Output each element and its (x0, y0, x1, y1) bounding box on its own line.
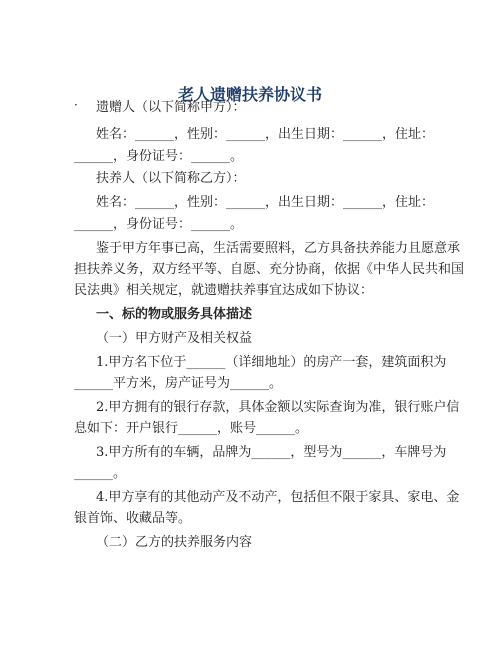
preamble-line-2: 担扶养义务，双方经平等、自愿、充分协商，依据《中华人民共和国 (74, 262, 465, 277)
item-2-line-2: 息如下：开户银行______，账号______。 (74, 421, 309, 436)
bullet-mark: · (74, 98, 78, 112)
subsection-1-heading: （一）甲方财产及相关权益 (96, 331, 253, 346)
item-4-line-1: 4.甲方享有的其他动产及不动产，包括但不限于家具、家电、金 (96, 490, 460, 505)
preamble-line-1: 鉴于甲方年事已高，生活需要照料，乙方具备扶养能力且愿意承 (96, 241, 461, 256)
item-3-line-1: 3.甲方所有的车辆，品牌为______，型号为______，车牌号为 (96, 445, 447, 460)
subsection-2-heading: （二）乙方的扶养服务内容 (96, 535, 253, 550)
party-b-info-line-1: 姓名：______，性别：______，出生日期：______，住址： (96, 195, 435, 210)
party-a-info-line-1: 姓名：______，性别：______，出生日期：______，住址： (96, 127, 435, 142)
document-title: 老人遗赠扶养协议书 (177, 85, 322, 104)
item-1-line-1: 1.甲方名下位于______（详细地址）的房产一套，建筑面积为 (96, 355, 447, 370)
preamble-line-3: 民法典》相关规定，就遗赠扶养事宜达成如下协议： (74, 283, 374, 298)
item-4-line-2: 银首饰、收藏品等。 (74, 511, 192, 526)
party-b-heading: 扶养人（以下简称乙方）： (96, 171, 246, 186)
section-1-heading: 一、标的物或服务具体描述 (96, 307, 253, 322)
item-3-line-2: ______。 (74, 466, 127, 481)
party-a-info-line-2: ______，身份证号：______。 (74, 149, 244, 164)
item-1-line-2: ______平方米，房产证号为______。 (74, 376, 283, 391)
item-2-line-1: 2.甲方拥有的银行存款，具体金额以实际查询为准，银行账户信 (96, 400, 460, 415)
party-a-heading: 遗赠人（以下简称甲方）： (96, 100, 246, 115)
party-b-info-line-2: ______，身份证号：______。 (74, 217, 244, 232)
